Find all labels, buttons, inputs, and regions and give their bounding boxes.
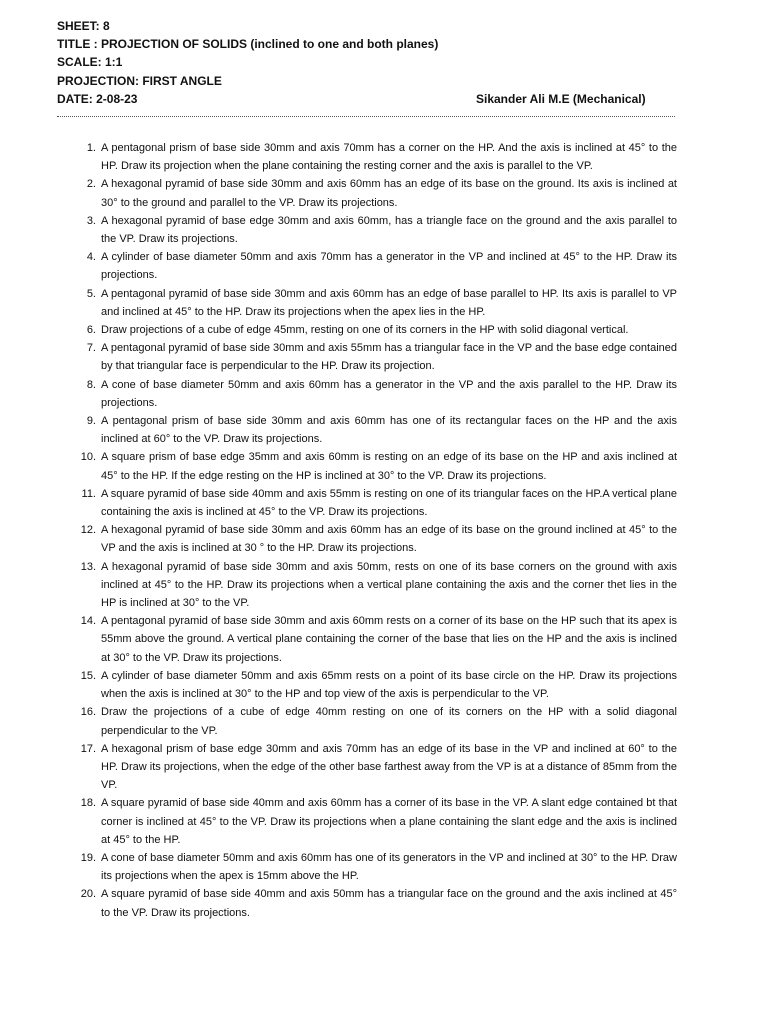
question-text: A square prism of base edge 35mm and axis 60mm is resting on an edge of its base on the HP and axis inclined at 45° to the HP. If the edge resting on the HP is inclined at 30° to the VP. Draw its projections.	[101, 451, 677, 482]
question-text: A hexagonal prism of base edge 30mm and axis 70mm has an edge of its base in the VP and inclined at 60° to the HP. Draw its projections, when the edge of the other base farthest away from the VP is at a distance of 85mm from the VP.	[101, 742, 677, 792]
sheet-title: TITLE : PROJECTION OF SOLIDS (inclined to one and both planes)	[57, 37, 439, 52]
question-item	[58, 376, 677, 412]
question-item	[58, 339, 677, 375]
question-number: 4.	[86, 251, 96, 264]
question-text: A pentagonal pyramid of base side 30mm and axis 60mm has an edge of base parallel to HP. Its axis is parallel to VP and inclined at 45° to the HP. Draw its projections when the apex lies in the HP.	[101, 287, 677, 318]
question-number: 7.	[86, 342, 96, 355]
question-text: A cone of base diameter 50mm and axis 60mm has a generator in the VP and the axis parallel to the HP. Draw its projections.	[101, 378, 677, 409]
sheet-scale: SCALE: 1:1	[57, 55, 123, 70]
question-text: A pentagonal prism of base side 30mm and axis 70mm has a corner on the HP. And the axis is inclined at 45° to the HP. Draw its projection when the plane containing the resting corner and the axis is parallel to the VP.	[101, 142, 677, 173]
question-item	[58, 612, 677, 667]
question-text: A cylinder of base diameter 50mm and axis 70mm has a generator in the VP and inclined at 45° to the HP. Draw its projections.	[101, 251, 677, 282]
question-text: A cylinder of base diameter 50mm and axis 65mm rests on a point of its base circle on the HP. Draw its projections when the axis is inclined at 30° to the HP and top view of the axis is perpendicular to the VP.	[101, 669, 677, 701]
question-number: 18.	[80, 797, 96, 810]
question-number: 13.	[80, 560, 96, 573]
question-number: 17.	[80, 742, 96, 755]
question-text: Draw projections of a cube of edge 45mm, resting on one of its corners in the HP with solid diagonal vertical.	[101, 324, 629, 337]
question-number: 6.	[86, 324, 96, 337]
question-number: 10.	[80, 451, 96, 464]
question-item	[58, 740, 677, 795]
sheet-header	[57, 17, 677, 108]
question-item	[58, 212, 677, 248]
question-item	[58, 521, 677, 557]
sheet-projection: PROJECTION: FIRST ANGLE	[57, 73, 222, 88]
question-item	[58, 667, 677, 703]
question-number: 15.	[80, 669, 96, 682]
question-item	[58, 558, 677, 613]
question-text: A pentagonal pyramid of base side 30mm and axis 60mm rests on a corner of its base on the HP such that its apex is 55mm above the ground. A vertical plane containing the corner of the base that lies on the HP and the axis is inclined at 30° to the VP. Draw its projections.	[101, 615, 677, 664]
question-number: 2.	[86, 178, 96, 191]
question-text: A hexagonal pyramid of base side 30mm and axis 60mm has an edge of its base on the ground inclined at 45° to the VP and the axis is inclined at 30 ° to the HP. Draw its projections.	[101, 524, 677, 555]
question-number: 9.	[86, 415, 96, 428]
question-text: A cone of base diameter 50mm and axis 60mm has one of its generators in the VP and inclined at 30° to the HP. Draw its projections when the apex is 15mm above the HP.	[101, 851, 677, 883]
question-number: 1.	[86, 142, 96, 154]
question-item	[58, 412, 677, 448]
question-item	[58, 794, 677, 849]
question-text: A square pyramid of base side 40mm and axis 50mm has a triangular face on the ground and the axis inclined at 45° to the VP. Draw its projections.	[101, 888, 677, 919]
question-text: A hexagonal pyramid of base side 30mm and axis 60mm has an edge of its base on the ground. Its axis is inclined at 30° to the ground and parallel to the VP. Draw its projections.	[101, 178, 677, 209]
question-number: 5.	[86, 287, 96, 300]
sheet-number: SHEET: 8	[57, 19, 110, 33]
question-text: A square pyramid of base side 40mm and axis 60mm has a corner of its base in the VP. A slant edge contained bt that corner is inclined at 45° to the VP. Draw its projections when a plane containing the slant edge and the axis is inclined at 45° to the HP.	[101, 797, 677, 846]
question-text: A hexagonal pyramid of base edge 30mm and axis 60mm, has a triangle face on the ground and the axis parallel to the VP. Draw its projections.	[101, 214, 677, 246]
question-item	[58, 885, 677, 921]
question-item	[58, 139, 677, 175]
question-item	[58, 703, 677, 739]
question-item	[58, 485, 677, 521]
question-text: A pentagonal pyramid of base side 30mm and axis 55mm has a triangular face in the VP and the base edge contained by that triangular face is perpendicular to the HP. Draw its projection.	[101, 342, 677, 373]
question-text: A square pyramid of base side 40mm and axis 55mm is resting on one of its triangular faces on the HP.A vertical plane containing the axis is inclined at 45° to the VP. Draw its projections.	[101, 487, 677, 519]
dotted-divider	[57, 116, 675, 117]
question-number: 19.	[80, 851, 96, 864]
question-number: 20.	[80, 888, 96, 901]
question-number: 12.	[80, 524, 96, 537]
question-item	[58, 448, 677, 484]
question-number: 3.	[86, 214, 96, 227]
question-item	[58, 248, 677, 284]
question-item	[58, 849, 677, 885]
question-number: 16.	[80, 706, 96, 719]
question-text: A hexagonal pyramid of base side 30mm and axis 50mm, rests on one of its base corners on the ground with axis inclined at 45° to the HP. Draw its projections when a vertical plane containing the axis and the corner thet lies in the HP is inclined at 30° to the VP.	[101, 560, 677, 610]
question-item	[58, 321, 677, 339]
date-author-line	[57, 90, 677, 108]
sheet-date: DATE: 2-08-23	[57, 91, 138, 106]
question-item	[58, 285, 677, 321]
question-text: Draw the projections of a cube of edge 40mm resting on one of its corners on the HP with a solid diagonal perpendicular to the VP.	[101, 706, 677, 737]
question-number: 11.	[81, 487, 96, 500]
author-name: Sikander Ali M.E (Mechanical)	[476, 91, 646, 106]
question-text: A pentagonal prism of base side 30mm and axis 60mm has one of its rectangular faces on the HP and the axis inclined at 60° to the VP. Draw its projections.	[101, 415, 677, 446]
question-number: 8.	[86, 378, 96, 391]
question-number: 14.	[80, 615, 96, 628]
question-item	[58, 175, 677, 211]
question-list	[58, 139, 677, 922]
